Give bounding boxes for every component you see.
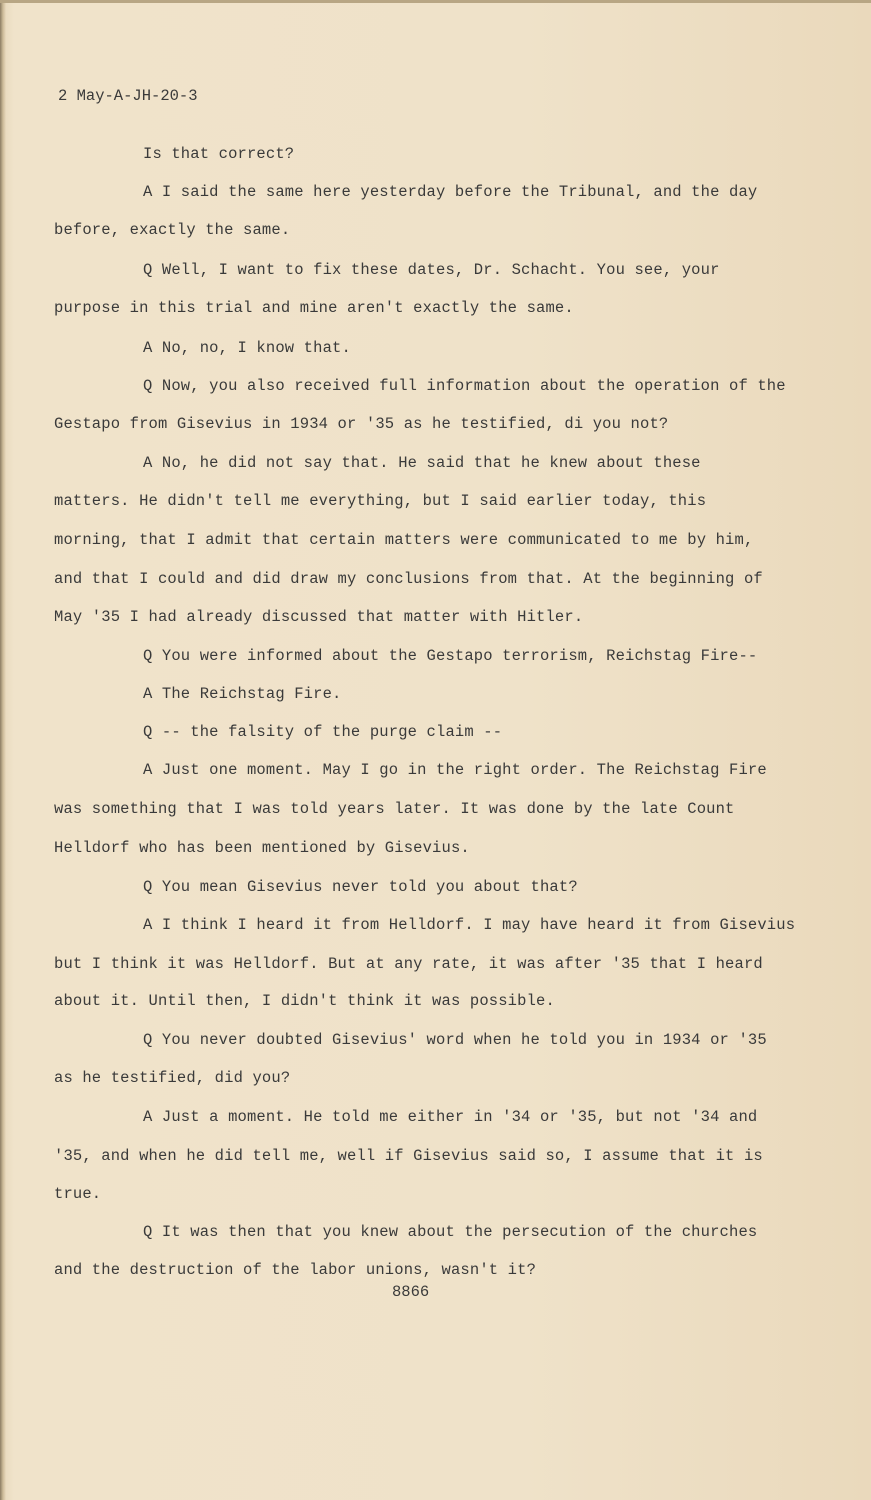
text-line: Helldorf who has been mentioned by Gisevius. xyxy=(54,839,470,857)
page-top-edge xyxy=(0,0,871,3)
text-line: purpose in this trial and mine aren't exactly the same. xyxy=(54,299,574,317)
text-line: Q Now, you also received full information about the operation of the xyxy=(143,377,786,395)
text-line: May '35 I had already discussed that matter with Hitler. xyxy=(54,608,584,626)
text-line: true. xyxy=(54,1185,102,1203)
text-line: Q Well, I want to fix these dates, Dr. Schacht. You see, your xyxy=(143,261,720,279)
text-line: and that I could and did draw my conclusions from that. At the beginning of xyxy=(54,570,763,588)
text-line: A Just a moment. He told me either in '34 or '35, but not '34 and xyxy=(143,1108,758,1126)
text-line: Q You never doubted Gisevius' word when he told you in 1934 or '35 xyxy=(143,1031,767,1049)
text-line: but I think it was Helldorf. But at any rate, it was after '35 that I heard xyxy=(54,955,763,973)
text-line: Gestapo from Gisevius in 1934 or '35 as he testified, di you not? xyxy=(54,415,669,433)
text-line: Q -- the falsity of the purge claim -- xyxy=(143,723,503,741)
text-line: Q You mean Gisevius never told you about that? xyxy=(143,878,578,896)
text-line: as he testified, did you? xyxy=(54,1069,291,1087)
text-line: Q You were informed about the Gestapo terrorism, Reichstag Fire-- xyxy=(143,647,758,665)
text-line: before, exactly the same. xyxy=(54,221,291,239)
text-line: A I think I heard it from Helldorf. I may have heard it from Gisevius xyxy=(143,916,796,934)
text-line: about it. Until then, I didn't think it was possible. xyxy=(54,992,555,1010)
text-line: A The Reichstag Fire. xyxy=(143,685,342,703)
document-header: 2 May-A-JH-20-3 xyxy=(58,87,198,105)
text-line: A Just one moment. May I go in the right order. The Reichstag Fire xyxy=(143,761,767,779)
page-number: 8866 xyxy=(392,1283,430,1301)
page-left-edge xyxy=(0,0,6,1500)
text-line: A I said the same here yesterday before the Tribunal, and the day xyxy=(143,183,758,201)
text-line: matters. He didn't tell me everything, but I said earlier today, this xyxy=(54,492,707,510)
text-line: and the destruction of the labor unions, wasn't it? xyxy=(54,1261,537,1279)
text-line: A No, no, I know that. xyxy=(143,339,351,357)
text-line: Is that correct? xyxy=(143,145,295,163)
text-line: was something that I was told years later. It was done by the late Count xyxy=(54,800,735,818)
text-line: morning, that I admit that certain matters were communicated to me by him, xyxy=(54,531,754,549)
text-line: Q It was then that you knew about the persecution of the churches xyxy=(143,1223,758,1241)
text-line: A No, he did not say that. He said that he knew about these xyxy=(143,454,701,472)
text-line: '35, and when he did tell me, well if Gisevius said so, I assume that it is xyxy=(54,1147,763,1165)
